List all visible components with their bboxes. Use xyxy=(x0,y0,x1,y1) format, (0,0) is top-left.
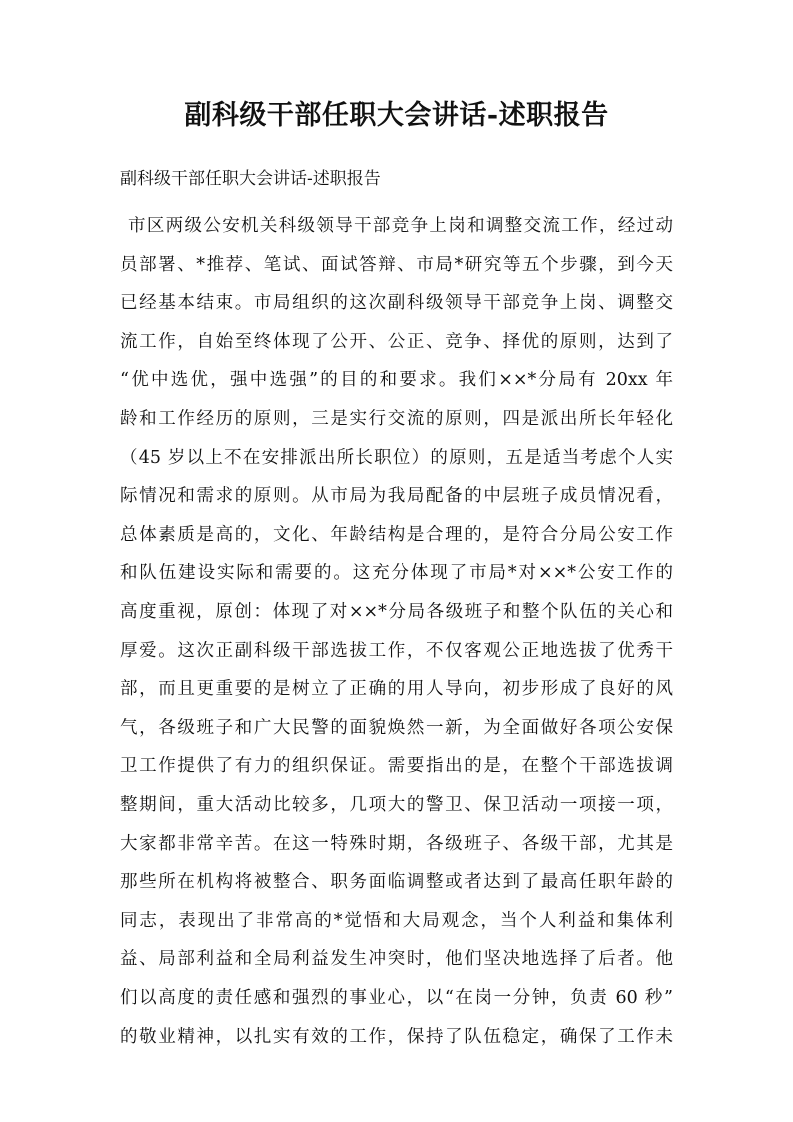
body-text-line: 厚爱。这次正副科级干部选拔工作，不仅客观公正地选拔了优秀干 xyxy=(120,640,673,661)
body-text-line: 同志，表现出了非常高的*觉悟和大局观念，当个人利益和集体利 xyxy=(120,910,673,931)
body-text-line: 气，各级班子和广大民警的面貌焕然一新，为全面做好各项公安保 xyxy=(120,717,673,738)
body-text-line: 龄和工作经历的原则，三是实行交流的原则，四是派出所长年轻化 xyxy=(120,409,673,429)
body-text-line: 际情况和需求的原则。从市局为我局配备的中层班子成员情况看， xyxy=(120,486,673,507)
body-text-line: （45 岁以上不在安排派出所长职位）的原则，五是适当考虑个人实 xyxy=(120,447,673,468)
body-text-line: 卫工作提供了有力的组织保证。需要指出的是，在整个干部选拔调 xyxy=(120,756,673,777)
document-title: 副科级干部任职大会讲话-述职报告 xyxy=(184,100,609,131)
body-text-line: 益、局部利益和全局利益发生冲突时，他们坚决地选择了后者。他 xyxy=(120,949,673,970)
body-text-line: 流工作，自始至终体现了公开、公正、竞争、择优的原则，达到了 xyxy=(120,331,673,352)
body-text-line: “优中选优，强中选强”的目的和要求。我们××*分局有 20xx 年 xyxy=(120,370,673,391)
body-text-line: 总体素质是高的，文化、年龄结构是合理的，是符合分局公安工作 xyxy=(120,524,673,545)
body-text-line: 部，而且更重要的是树立了正确的用人导向，初步形成了良好的风 xyxy=(120,679,673,700)
body-text-line: 员部署、*推荐、笔试、面试答辩、市局*研究等五个步骤，到今天 xyxy=(120,254,673,275)
body-text-line: 的敬业精神，以扎实有效的工作，保持了队伍稳定，确保了工作未 xyxy=(120,1026,673,1047)
body-text-line: 市区两级公安机关科级领导干部竞争上岗和调整交流工作，经过动 xyxy=(128,216,673,236)
body-text-line: 高度重视，原创：体现了对××*分局各级班子和整个队伍的关心和 xyxy=(120,602,673,622)
body-text-line: 已经基本结束。市局组织的这次副科级领导干部竞争上岗、调整交 xyxy=(120,293,673,314)
body-text-line: 那些所在机构将被整合、职务面临调整或者达到了最高任职年龄的 xyxy=(120,872,673,893)
document-subtitle: 副科级干部任职大会讲话-述职报告 xyxy=(120,169,381,189)
body-text-line: 大家都非常辛苦。在这一特殊时期，各级班子、各级干部，尤其是 xyxy=(120,833,673,854)
body-text-line: 整期间，重大活动比较多，几项大的警卫、保卫活动一项接一项， xyxy=(120,795,673,815)
body-text-line: 们以高度的责任感和强烈的事业心，以“在岗一分钟，负责 60 秒” xyxy=(120,988,673,1008)
body-text-line: 和队伍建设实际和需要的。这充分体现了市局*对××*公安工作的 xyxy=(120,563,673,584)
